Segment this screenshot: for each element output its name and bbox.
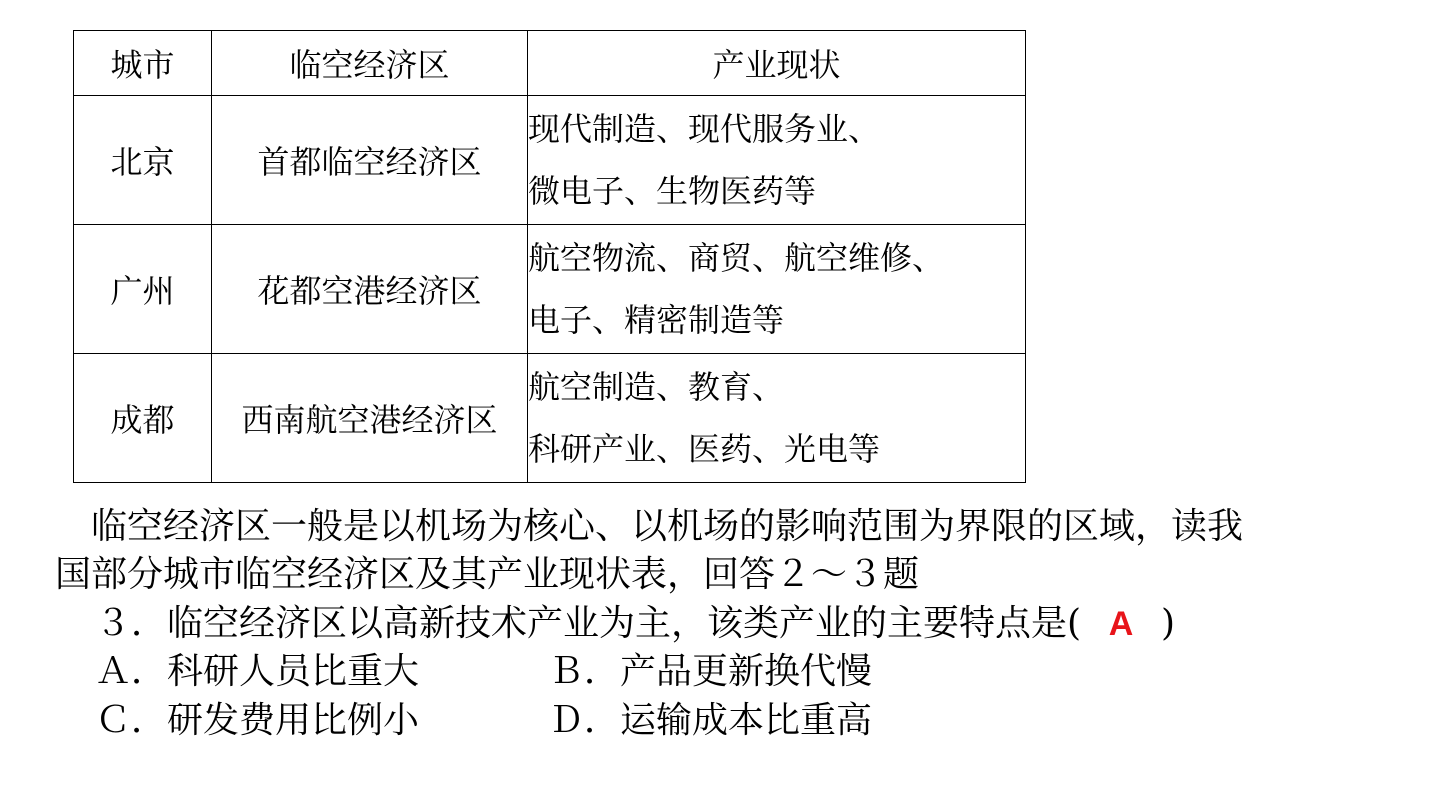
zone-cell: 首都临空经济区	[212, 96, 528, 225]
table-row	[74, 96, 1026, 225]
industry-line: 电子、精密制造等	[528, 301, 785, 339]
header-industry: 产业现状	[528, 31, 1026, 96]
city-cell: 广州	[74, 225, 212, 354]
header-city: 城市	[74, 31, 212, 96]
table-row	[74, 225, 1026, 354]
intro-line-2: 国部分城市临空经济区及其产业现状表，回答２～３题	[55, 554, 920, 595]
question-stem	[95, 600, 1175, 648]
table-header-row	[74, 31, 1026, 96]
industry-line: 科研产业、医药、光电等	[528, 430, 881, 468]
question-text: ３．临空经济区以高新技术产业为主，该类产业的主要特点是(	[95, 603, 1082, 644]
table-row	[74, 354, 1026, 483]
zone-cell: 花都空港经济区	[212, 225, 528, 354]
industry-line: 航空物流、商贸、航空维修、	[528, 239, 945, 277]
industry-table	[73, 30, 1026, 483]
answer-mark: A	[1108, 605, 1134, 643]
industry-cell	[528, 96, 1026, 225]
zone-cell: 西南航空港经济区	[212, 354, 528, 483]
options-row-2	[95, 697, 1001, 745]
industry-cell	[528, 354, 1026, 483]
city-cell: 成都	[74, 354, 212, 483]
option-c[interactable]: Ｃ．研发费用比例小	[95, 700, 420, 741]
industry-line: 微电子、生物医药等	[528, 172, 817, 210]
option-d[interactable]: Ｄ．运输成本比重高	[548, 700, 873, 741]
intro-line-1: 临空经济区一般是以机场为核心、以机场的影响范围为界限的区域，读我	[55, 506, 1244, 547]
options-row-1	[95, 648, 1001, 696]
question-close-paren: )	[1161, 603, 1176, 644]
option-a[interactable]: Ａ．科研人员比重大	[95, 651, 420, 692]
industry-cell	[528, 225, 1026, 354]
header-zone: 临空经济区	[212, 31, 528, 96]
option-b[interactable]: Ｂ．产品更新换代慢	[548, 651, 873, 692]
industry-line: 现代制造、现代服务业、	[528, 110, 881, 148]
industry-line: 航空制造、教育、	[528, 368, 785, 406]
city-cell: 北京	[74, 96, 212, 225]
